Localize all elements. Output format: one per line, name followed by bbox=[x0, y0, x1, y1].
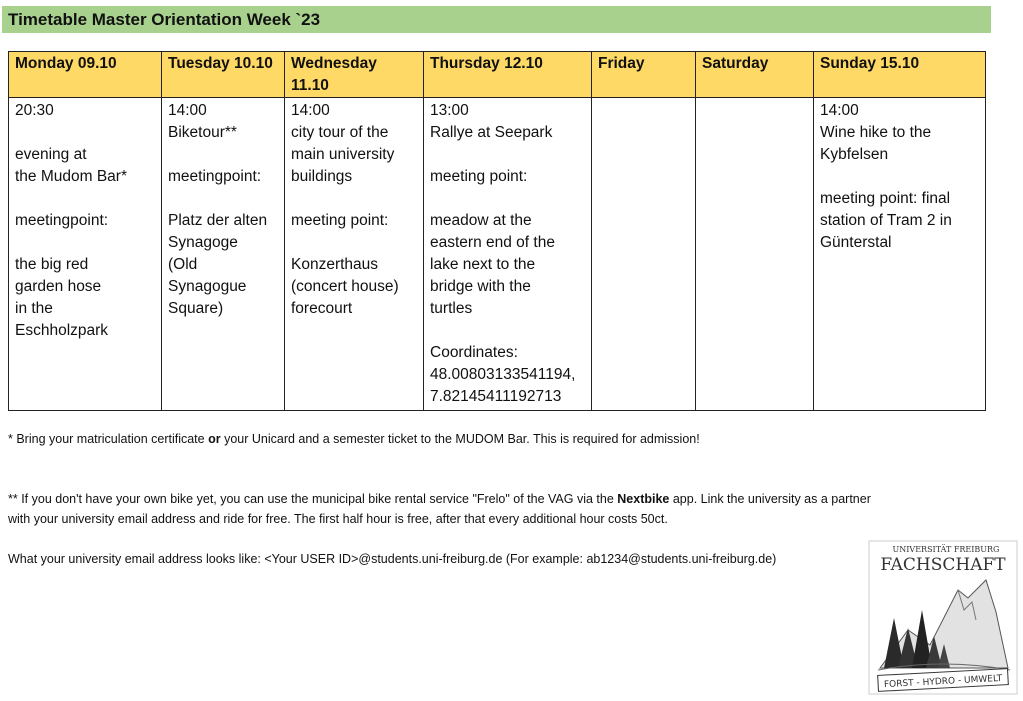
event-line bbox=[430, 320, 585, 342]
timetable-body-row bbox=[9, 98, 986, 411]
event-line bbox=[15, 232, 155, 254]
footnote-bike-text-line2: with your university email address and ride for free. The first half hour is free, after that every additional hour costs 50ct. bbox=[8, 512, 668, 526]
footnote-admission-text-end: your Unicard and a semester ticket to the MUDOM Bar. This is required for admission! bbox=[220, 432, 700, 446]
footnote-bike-text: ** If you don't have your own bike yet, you can use the municipal bike rental service "Frelo" of the VAG via the bbox=[8, 492, 618, 506]
event-line: lake next to the bbox=[430, 256, 536, 273]
event-line: Biketour** bbox=[168, 124, 237, 141]
event-line: 20:30 bbox=[15, 102, 54, 119]
event-line bbox=[168, 188, 278, 210]
event-line: bridge with the bbox=[430, 278, 531, 295]
day-cell-wednesday bbox=[285, 98, 424, 411]
event-line: 14:00 bbox=[168, 102, 207, 119]
logo-university-text: UNIVERSITÄT FREIBURG bbox=[892, 545, 1000, 554]
event-line: forecourt bbox=[291, 300, 353, 317]
event-line: meadow at the bbox=[430, 212, 532, 229]
footnote-admission bbox=[8, 429, 700, 449]
event-line bbox=[15, 122, 155, 144]
day-header-friday: Friday bbox=[592, 52, 696, 98]
day-cell-saturday bbox=[696, 98, 814, 411]
event-line: 7.82145411192713 bbox=[430, 388, 562, 405]
event-line: Konzerthaus bbox=[291, 256, 379, 273]
timetable-header-row bbox=[9, 52, 986, 98]
event-line: evening at bbox=[15, 146, 87, 163]
event-line: garden hose bbox=[15, 278, 102, 295]
footnote-bike bbox=[8, 489, 871, 529]
footnote-admission-text: * Bring your matriculation certificate bbox=[8, 432, 209, 446]
event-line: Synagoge bbox=[168, 234, 238, 251]
day-header-wednesday: Wednesday 11.10 bbox=[285, 52, 424, 98]
event-line: the big red bbox=[15, 256, 89, 273]
event-line: Wine hike to the bbox=[820, 124, 932, 141]
event-line: Eschholzpark bbox=[15, 322, 109, 339]
event-line: Kybfelsen bbox=[820, 146, 889, 163]
event-line: station of Tram 2 in bbox=[820, 212, 952, 229]
event-line: meeting point: final bbox=[820, 190, 951, 207]
fachschaft-logo bbox=[868, 540, 1018, 695]
event-line: the Mudom Bar* bbox=[15, 168, 127, 185]
event-line: city tour of the bbox=[291, 124, 389, 141]
event-line bbox=[291, 188, 417, 210]
footnote-bike-text-end: app. Link the university as a partner bbox=[669, 492, 871, 506]
day-header-tuesday: Tuesday 10.10 bbox=[162, 52, 285, 98]
event-line: in the bbox=[15, 300, 53, 317]
day-cell-friday bbox=[592, 98, 696, 411]
event-line bbox=[820, 166, 979, 188]
event-line: meetingpoint: bbox=[168, 168, 262, 185]
event-line bbox=[430, 144, 585, 166]
logo-banner-text: FORST - HYDRO - UMWELT bbox=[883, 673, 1003, 691]
day-cell-monday bbox=[9, 98, 162, 411]
event-line bbox=[430, 188, 585, 210]
event-line: Günterstal bbox=[820, 234, 892, 251]
event-line: eastern end of the bbox=[430, 234, 555, 251]
event-line bbox=[291, 232, 417, 254]
event-line: Square) bbox=[168, 300, 224, 317]
event-line: 14:00 bbox=[820, 102, 859, 119]
footnote-bike-app-name: Nextbike bbox=[617, 492, 670, 506]
event-line: buildings bbox=[291, 168, 353, 185]
event-line: Synagogue bbox=[168, 278, 247, 295]
event-line: meetingpoint: bbox=[15, 212, 109, 229]
logo-name-text: FACHSCHAFT bbox=[880, 555, 1006, 575]
event-line: 13:00 bbox=[430, 102, 469, 119]
day-header-saturday: Saturday bbox=[696, 52, 814, 98]
timetable bbox=[8, 51, 986, 411]
event-line: 14:00 bbox=[291, 102, 330, 119]
event-line: Rallye at Seepark bbox=[430, 124, 553, 141]
day-cell-sunday bbox=[814, 98, 986, 411]
event-line: meeting point: bbox=[291, 212, 389, 229]
day-header-sunday: Sunday 15.10 bbox=[814, 52, 986, 98]
event-line bbox=[15, 188, 155, 210]
day-cell-tuesday bbox=[162, 98, 285, 411]
day-header-thursday: Thursday 12.10 bbox=[424, 52, 592, 98]
event-line: meeting point: bbox=[430, 168, 528, 185]
event-line: turtles bbox=[430, 300, 473, 317]
email-format-note: What your university email address looks like: <Your USER ID>@students.uni-freiburg.de (For example: ab1234@students.uni-freiburg.de) bbox=[8, 552, 777, 566]
event-line: Platz der alten bbox=[168, 212, 268, 229]
event-line bbox=[168, 144, 278, 166]
event-line: main university bbox=[291, 146, 395, 163]
event-line: (concert house) bbox=[291, 278, 399, 295]
event-line: Coordinates: bbox=[430, 344, 518, 361]
page-title: Timetable Master Orientation Week `23 bbox=[2, 6, 991, 33]
footnote-admission-emphasis: or bbox=[208, 432, 221, 446]
event-line: (Old bbox=[168, 256, 198, 273]
day-header-monday: Monday 09.10 bbox=[9, 52, 162, 98]
event-line: 48.00803133541194, bbox=[430, 366, 576, 383]
day-cell-thursday bbox=[424, 98, 592, 411]
